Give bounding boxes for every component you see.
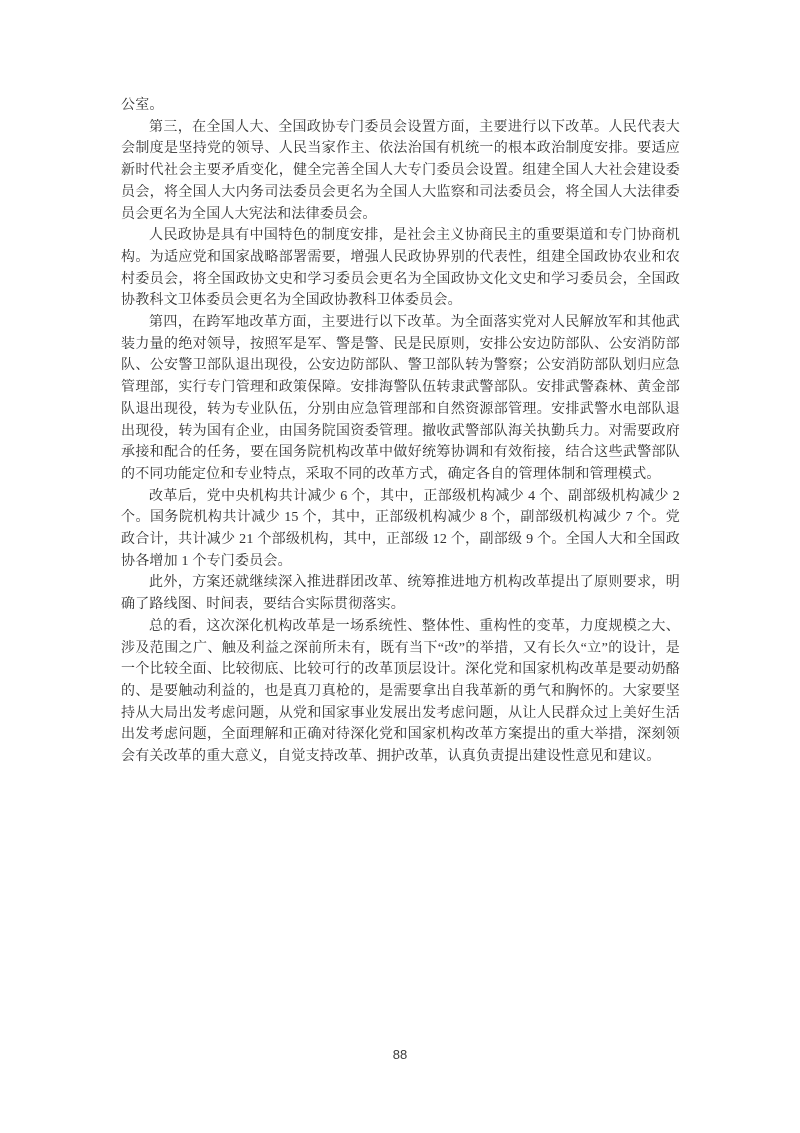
- page-number: 88: [392, 1047, 408, 1062]
- paragraph-cppcc: 人民政协是具有中国特色的制度安排，是社会主义协商民主的重要渠道和专门协商机构。为适应党和国家战略部署需要，增强人民政协界别的代表性，组建全国政协农业和农村委员会，将全国政协文史和学习委员会更名为全国政协文化文史和学习委员会，全国政协教科文卫体委员会更名为全国政协教科卫体委员会。: [121, 228, 680, 309]
- document-body: [121, 95, 680, 768]
- paragraph-reform-results: 改革后，党中央机构共计减少 6 个，其中，正部级机构减少 4 个、副部级机构减少 2 个。国务院机构共计减少 15 个，其中，正部级机构减少 8 个，副部级机构减少 7 个。党政合计，共计减少 21 个部级机构，其中，正部级 12 个，副部级 9 个。全国人大和全国政协各增加 1 个专门委员会。: [121, 488, 680, 569]
- paragraph-summary: 总的看，这次深化机构改革是一场系统性、整体性、重构性的变革，力度规模之大、涉及范围之广、触及利益之深前所未有，既有当下“改”的举措，又有长久“立”的设计，是一个比较全面、比较彻底、比较可行的改革顶层设计。深化党和国家机构改革是要动奶酪的、是要触动利益的，也是真刀真枪的，是需要拿出自我革新的勇气和胸怀的。大家要坚持从大局出发考虑问题，从党和国家事业发展出发考虑问题，从让人民群众过上美好生活出发考虑问题，全面理解和正确对待深化党和国家机构改革方案提出的重大举措，深刻领会有关改革的重大意义，自觉支持改革、拥护改革，认真负责提出建设性意见和建议。: [121, 618, 680, 765]
- paragraph-additional: 此外，方案还就继续深入推进群团改革、统筹推进地方机构改革提出了原则要求，明确了路线图、时间表，要结合实际贯彻落实。: [121, 575, 680, 613]
- paragraph-continuation: 公室。: [121, 98, 164, 113]
- paragraph-third-reform: 第三，在全国人大、全国政协专门委员会设置方面，主要进行以下改革。人民代表大会制度是坚持党的领导、人民当家作主、依法治国有机统一的根本政治制度安排。要适应新时代社会主要矛盾变化，健全完善全国人大专门委员会设置。组建全国人大社会建设委员会，将全国人大内务司法委员会更名为全国人大监察和司法委员会，将全国人大法律委员会更名为全国人大宪法和法律委员会。: [121, 119, 680, 222]
- paragraph-fourth-reform: 第四，在跨军地改革方面，主要进行以下改革。为全面落实党对人民解放军和其他武装力量的绝对领导，按照军是军、警是警、民是民原则，安排公安边防部队、公安消防部队、公安警卫部队退出现役，公安边防部队、警卫部队转为警察；公安消防部队划归应急管理部，实行专门管理和政策保障。安排海警队伍转隶武警部队。安排武警森林、黄金部队退出现役，转为专业队伍，分别由应急管理部和自然资源部管理。安排武警水电部队退出现役，转为国有企业，由国务院国资委管理。撤收武警部队海关执勤兵力。对需要政府承接和配合的任务，要在国务院机构改革中做好统筹协调和有效衔接，结合这些武警部队的不同功能定位和专业特点，采取不同的改革方式，确定各自的管理体制和管理模式。: [121, 315, 680, 482]
- page-footer: [0, 1046, 800, 1064]
